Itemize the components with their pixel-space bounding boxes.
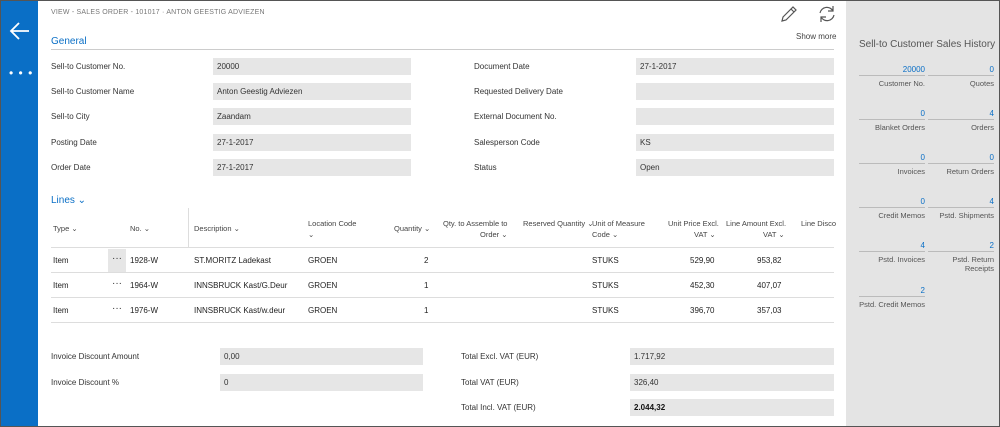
cue-orders[interactable] xyxy=(928,109,994,132)
row-divider xyxy=(51,322,834,323)
cue-label: Pstd. Shipments xyxy=(939,211,994,220)
col-description[interactable]: Description ⌄ xyxy=(194,224,240,233)
row-unit-price: 529,90 xyxy=(690,256,715,265)
show-more-link[interactable]: Show more xyxy=(796,32,837,41)
requested-delivery-date-label: Requested Delivery Date xyxy=(474,87,563,96)
posting-date-field[interactable]: 27-1-2017 xyxy=(213,134,411,151)
cue-value[interactable]: 0 xyxy=(920,109,925,118)
cue-value[interactable]: 0 xyxy=(989,65,994,74)
cue-value[interactable]: 2 xyxy=(989,241,994,250)
document-date-field[interactable]: 27-1-2017 xyxy=(636,58,834,75)
cue-label: Return Orders xyxy=(946,167,994,176)
row-divider xyxy=(51,297,834,298)
row-description: ST.MORITZ Ladekast xyxy=(194,256,271,265)
cue-label: Pstd. Return Receipts xyxy=(952,255,994,273)
col-type[interactable]: Type ⌄ xyxy=(53,224,78,233)
sell-to-customer-no-field[interactable]: 20000 xyxy=(213,58,411,75)
cue-label: Pstd. Invoices xyxy=(878,255,925,264)
lines-section-title[interactable]: Lines ⌄ xyxy=(51,195,87,206)
back-arrow-icon[interactable] xyxy=(8,19,32,43)
sell-to-city-field[interactable]: Zaandam xyxy=(213,108,411,125)
cue-label: Orders xyxy=(971,123,994,132)
invoice-discount-pct-field[interactable]: 0 xyxy=(220,374,423,391)
col-qty-to-assemble-line2: Order ⌄ xyxy=(480,230,508,239)
more-icon[interactable]: • • • xyxy=(9,66,34,80)
cue-pstd-invoices[interactable] xyxy=(859,241,925,264)
cue-value[interactable]: 0 xyxy=(920,197,925,206)
row-description: INNSBRUCK Kast/w.deur xyxy=(194,306,286,315)
cue-return-orders[interactable] xyxy=(928,153,994,176)
row-location: GROEN xyxy=(308,256,338,265)
row-divider xyxy=(51,272,834,273)
edit-pencil-icon[interactable] xyxy=(778,3,800,25)
cue-value[interactable]: 20000 xyxy=(902,65,925,74)
row-no: 1976-W xyxy=(130,306,159,315)
col-location-code[interactable]: Location Code xyxy=(308,219,357,228)
row-menu-button[interactable]: ··· xyxy=(108,249,126,273)
status-field[interactable]: Open xyxy=(636,159,834,176)
cue-value[interactable]: 4 xyxy=(920,241,925,250)
col-reserved-quantity[interactable]: Reserved Quantity ⌄ xyxy=(523,219,594,228)
row-unit-price: 396,70 xyxy=(690,306,715,315)
row-quantity: 1 xyxy=(424,306,429,315)
col-line-discount[interactable]: Line Disco xyxy=(801,219,837,228)
cue-value[interactable]: 4 xyxy=(989,109,994,118)
col-location-code-arrow: ⌄ xyxy=(308,230,315,239)
row-uom: STUKS xyxy=(592,306,619,315)
cue-value[interactable]: 0 xyxy=(989,153,994,162)
cue-pstd-return-receipts[interactable] xyxy=(928,241,994,273)
row-uom: STUKS xyxy=(592,281,619,290)
row-location: GROEN xyxy=(308,306,338,315)
sell-to-city-label: Sell-to City xyxy=(51,112,90,121)
status-label: Status xyxy=(474,163,497,172)
salesperson-code-field[interactable]: KS xyxy=(636,134,834,151)
total-incl-vat-value: 2.044,32 xyxy=(630,399,834,416)
cue-blanket-orders[interactable] xyxy=(859,109,925,132)
factbox-pane xyxy=(846,1,999,426)
row-line-amount: 953,82 xyxy=(757,256,782,265)
row-type: Item xyxy=(53,306,69,315)
row-unit-price: 452,30 xyxy=(690,281,715,290)
total-incl-vat-label: Total Incl. VAT (EUR) xyxy=(461,403,536,412)
order-date-label: Order Date xyxy=(51,163,91,172)
total-excl-vat-value: 1.717,92 xyxy=(630,348,834,365)
document-date-label: Document Date xyxy=(474,62,530,71)
total-vat-value: 326,40 xyxy=(630,374,834,391)
cue-value[interactable]: 2 xyxy=(920,286,925,295)
cue-invoices[interactable] xyxy=(859,153,925,176)
column-divider xyxy=(188,208,189,248)
row-no: 1964-W xyxy=(130,281,159,290)
cue-label: Invoices xyxy=(897,167,925,176)
row-menu-button[interactable]: ··· xyxy=(112,303,122,314)
col-line-amount-line2: VAT ⌄ xyxy=(763,230,785,239)
navigation-bar xyxy=(1,1,38,426)
row-quantity: 2 xyxy=(424,256,429,265)
factbox-title: Sell-to Customer Sales History xyxy=(859,39,996,50)
row-description: INNSBRUCK Kast/G.Deur xyxy=(194,281,288,290)
sell-to-customer-no-label: Sell-to Customer No. xyxy=(51,62,126,71)
cue-label: Pstd. Credit Memos xyxy=(859,300,925,309)
salesperson-code-label: Salesperson Code xyxy=(474,138,540,147)
cue-value[interactable]: 4 xyxy=(989,197,994,206)
cue-quotes[interactable] xyxy=(928,65,994,88)
row-no: 1928-W xyxy=(130,256,159,265)
row-location: GROEN xyxy=(308,281,338,290)
row-type: Item xyxy=(53,281,69,290)
order-date-field[interactable]: 27-1-2017 xyxy=(213,159,411,176)
external-document-no-label: External Document No. xyxy=(474,112,557,121)
header-divider xyxy=(51,247,834,248)
general-divider xyxy=(51,49,834,50)
cue-customer-no[interactable] xyxy=(859,65,925,88)
posting-date-label: Posting Date xyxy=(51,138,97,147)
invoice-discount-amount-label: Invoice Discount Amount xyxy=(51,352,140,361)
cue-credit-memos[interactable] xyxy=(859,197,925,220)
breadcrumb: VIEW - SALES ORDER - 101017 · ANTON GEESTIG ADVIEZEN xyxy=(51,9,265,16)
row-uom: STUKS xyxy=(592,256,619,265)
row-line-amount: 357,03 xyxy=(757,306,782,315)
refresh-icon[interactable] xyxy=(816,3,838,25)
col-unit-of-measure[interactable]: Unit of Measure xyxy=(592,219,645,228)
requested-delivery-date-field[interactable] xyxy=(636,83,834,100)
row-menu-button[interactable]: ··· xyxy=(112,278,122,289)
row-quantity: 1 xyxy=(424,281,429,290)
cue-label: Customer No. xyxy=(878,79,925,88)
cue-label: Blanket Orders xyxy=(874,123,925,132)
total-vat-label: Total VAT (EUR) xyxy=(461,378,519,387)
col-no[interactable]: No. ⌄ xyxy=(130,224,151,233)
cue-label: Credit Memos xyxy=(878,211,925,220)
general-section-title[interactable]: General xyxy=(51,36,87,47)
invoice-discount-pct-label: Invoice Discount % xyxy=(51,378,120,387)
main-content xyxy=(38,1,846,426)
sell-to-customer-name-field[interactable]: Anton Geestig Adviezen xyxy=(213,83,411,100)
col-unit-price[interactable]: Unit Price Excl. xyxy=(668,219,719,228)
col-unit-of-measure-line2: Code ⌄ xyxy=(592,230,619,239)
sell-to-customer-name-label: Sell-to Customer Name xyxy=(51,87,135,96)
total-excl-vat-label: Total Excl. VAT (EUR) xyxy=(461,352,539,361)
col-quantity[interactable]: Quantity ⌄ xyxy=(394,224,431,233)
col-line-amount[interactable]: Line Amount Excl. xyxy=(726,219,787,228)
external-document-no-field[interactable] xyxy=(636,108,834,125)
row-line-amount: 407,07 xyxy=(757,281,782,290)
cue-label: Quotes xyxy=(969,79,994,88)
invoice-discount-amount-field[interactable]: 0,00 xyxy=(220,348,423,365)
row-type: Item xyxy=(53,256,69,265)
col-unit-price-line2: VAT ⌄ xyxy=(694,230,716,239)
cue-pstd-credit-memos[interactable] xyxy=(859,286,925,309)
cue-value[interactable]: 0 xyxy=(920,153,925,162)
col-qty-to-assemble[interactable]: Qty. to Assemble to xyxy=(443,219,508,228)
cue-pstd-shipments[interactable] xyxy=(928,197,994,220)
